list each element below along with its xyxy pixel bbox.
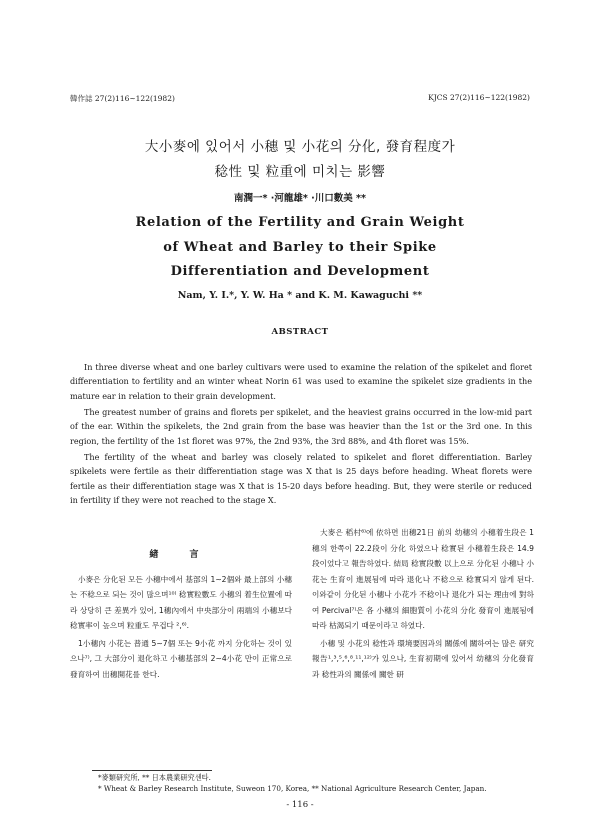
- footnote-divider: [92, 770, 212, 771]
- intro-left-column: [70, 548, 292, 684]
- abstract-paragraph-2: The greatest number of grains and florets per spikelet, and the heaviest grains occurred in the low-mid part of the ear. Within the spikelets, the 2nd grain from the base was heavier than the 1st or the 3rd one. In this region, the fertility of the 1st floret was 97%, the 2nd 93%, the 3rd 88%, and 4th floret was 15%.: [70, 407, 532, 446]
- journal-citation-left: 韓作誌 27(2)116~122(1982): [70, 94, 175, 103]
- page-number: - 116 -: [286, 800, 314, 810]
- journal-citation-right: KJCS 27(2)116~122(1982): [428, 93, 530, 102]
- intro-left-paragraph-1: 小麥은 分化된 모든 小穗中에서 基部의 1~2個와 最上部의 小穗는 不稔으로 되는 것이 많으며¹⁰⁾ 稔實粒數도 小穗의 着生位置에 따라 상당히 큰 差異가 있어, 1穗內에서 中央部分이 兩端의 小穗보다 稔實率이 높으며 粒重도 무겁다 ²,⁶⁾.: [70, 574, 292, 630]
- footnote-english: * Wheat & Barley Research Institute, Suweon 170, Korea, ** National Agriculture Research Center, Japan.: [98, 783, 487, 793]
- footnotes: [98, 773, 538, 794]
- intro-right-paragraph-1: 大麥은 稻村⁶⁾에 依하면 出穗21日 前의 幼穗의 小穗着生段은 1穗의 한쪽이 22.2段이 分化 하였으나 稔實된 小穗着生段은 14.9段이었다고 報告하였다. 結局 稔實段數 以上으로 分化된 小穗나 小花는 生育이 進展됨에 따라 退化나 不稔으로 稔實되지 않게 된다. 이와같이 分化된 小穗나 小花가 不稔이나 退化가 되는 理由에 對하여 Percival⁷⁾은 各 小穗의 細胞質이 小花의 分化 發育이 進展됨에 따라 枯渴되기 때문이라고 하였다.: [312, 528, 534, 630]
- korean-title-line1: 大小麥에 있어서 小穗 및 小花의 分化, 發育程度가: [144, 139, 456, 155]
- intro-left-paragraph-2: 1小穗內 小花는 普通 5~7個 또는 9小花 까지 分化하는 것이 있으나⁷⁾, 그 大部分이 退化하고 小穗基部의 2~4小花 만이 正常으로 發育하여 出穗開花를 한다.: [70, 638, 292, 679]
- intro-heading: 緖 言: [149, 550, 213, 560]
- abstract-paragraph-1: In three diverse wheat and one barley cultivars were used to examine the relation of the spikelet and floret differentiation to fertility and an winter wheat Norin 61 was used to examine the spikelet size gradients in the mature ear in relation to their grain development.: [70, 362, 532, 401]
- abstract-paragraph-3: The fertility of the wheat and barley was closely related to spikelet and floret differentiation. Barley spikelets were fertile as their differentiation stage was X that is 25 days before heading. Wheat florets were fertile as their differentiation stage was X that is 15-20 days before heading. But, they were sterile or reduced in fertility if they were not reached to the stage X.: [70, 452, 532, 506]
- english-title-line3: Differentiation and Development: [170, 264, 430, 279]
- intro-right-paragraph-2: 小穗 및 小花의 稔性과 環境要因과의 關係에 關하여는 많은 研究報告¹,³,⁵,⁶,⁸,¹¹,¹²⁾가 있으나, 生育初期에 있어서 幼穗의 分化發育과 稔性과의 關係에 關한 研: [312, 638, 534, 679]
- korean-title-line2: 稔性 및 粒重에 미치는 影響: [214, 164, 386, 180]
- english-authors: Nam, Y. I.*, Y. W. Ha * and K. M. Kawaguchi **: [177, 290, 423, 301]
- english-title-line1: Relation of the Fertility and Grain Weight: [135, 215, 465, 230]
- abstract-heading: ABSTRACT: [271, 327, 329, 337]
- footnote-korean: *麥類研究所, ** 日本農業研究센타.: [98, 773, 211, 782]
- english-title-line2: of Wheat and Barley to their Spike: [163, 240, 437, 255]
- intro-right-column: [312, 525, 534, 684]
- korean-authors: 南潤一* ·河龍雄* ·川口數美 **: [233, 193, 366, 204]
